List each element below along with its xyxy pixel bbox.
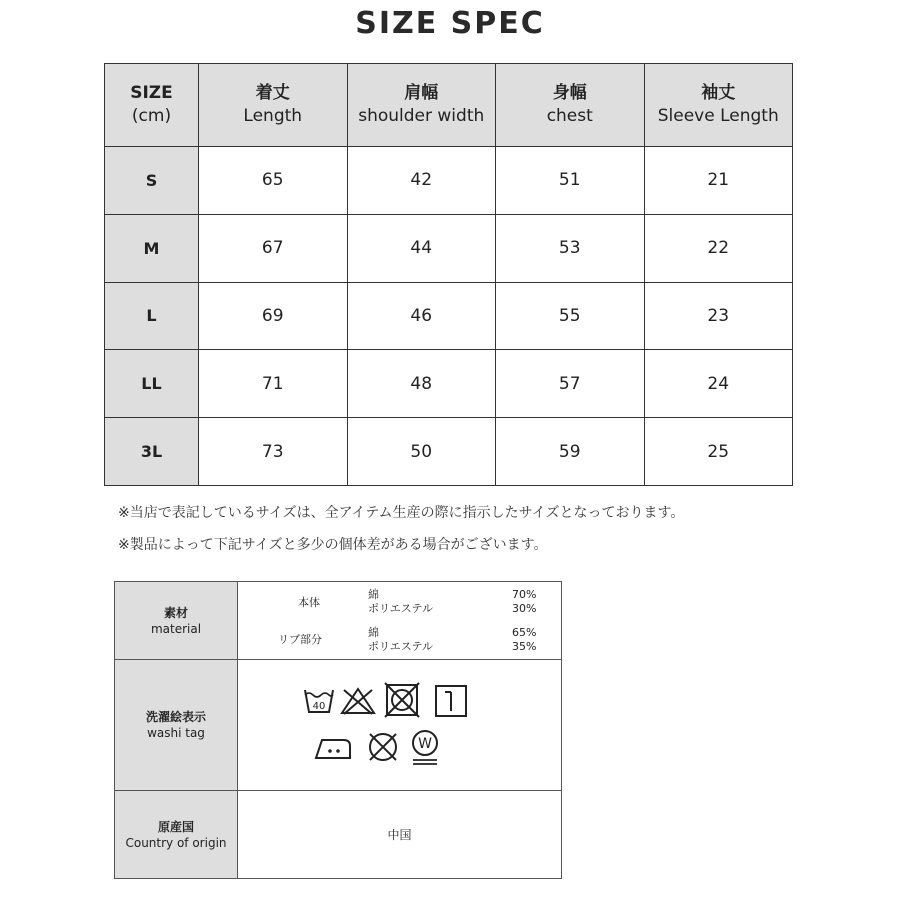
no-bleach-icon: [340, 686, 376, 716]
washing-icons: [238, 660, 562, 791]
material-fiber: 綿: [368, 588, 379, 601]
size-note-1: ※当店で表記しているサイズは、全アイテム生産の際に指示したサイズとなっております。: [118, 505, 685, 521]
chest-value: 57: [496, 350, 645, 418]
length-value: 71: [199, 350, 348, 418]
header-size: SIZE (cm): [105, 64, 199, 147]
material-percent: 35%: [512, 640, 537, 653]
line-dry-icon: [434, 684, 468, 718]
material-fiber: ポリエステル: [368, 640, 434, 653]
sleeve-value: 22: [644, 214, 793, 282]
washing-label: 洗濯絵表示 washi tag: [115, 660, 238, 791]
length-value: 73: [199, 418, 348, 486]
washing-row: [115, 660, 562, 791]
iron-medium-icon: [314, 732, 354, 762]
origin-label: 原産国 Country of origin: [115, 791, 238, 879]
no-dry-clean-icon: [366, 730, 400, 764]
sleeve-value: 21: [644, 147, 793, 215]
material-percent: 30%: [512, 602, 537, 615]
table-row: [105, 350, 793, 418]
length-value: 69: [199, 282, 348, 350]
table-row: [105, 214, 793, 282]
table-row: [105, 147, 793, 215]
size-spec-table: [104, 63, 793, 486]
material-part: リブ部分: [278, 633, 322, 646]
page-title: SIZE SPEC: [355, 6, 545, 41]
chest-value: 53: [496, 214, 645, 282]
length-value: 65: [199, 147, 348, 215]
material-percent: 65%: [512, 626, 537, 639]
header-length: 着丈 Length: [199, 64, 348, 147]
wet-clean-letter: W: [418, 736, 432, 752]
shoulder-value: 44: [347, 214, 496, 282]
size-label: M: [105, 214, 199, 282]
sleeve-value: 24: [644, 350, 793, 418]
size-table-header-row: [105, 64, 793, 147]
material-label: 素材 material: [115, 582, 238, 660]
material-row: [115, 582, 562, 660]
material-table: [114, 581, 562, 879]
size-label: 3L: [105, 418, 199, 486]
header-shoulder-width: 肩幅 shoulder width: [347, 64, 496, 147]
material-percent: 70%: [512, 588, 537, 601]
sleeve-value: 23: [644, 282, 793, 350]
shoulder-value: 46: [347, 282, 496, 350]
size-label: LL: [105, 350, 199, 418]
wet-clean-icon: [408, 728, 442, 768]
material-composition: [238, 582, 562, 660]
header-chest: 身幅 chest: [496, 64, 645, 147]
material-fiber: 綿: [368, 626, 379, 639]
wash-40-icon: [303, 686, 335, 716]
shoulder-value: 48: [347, 350, 496, 418]
wash-temp-label: 40: [312, 701, 326, 712]
origin-value: 中国: [238, 791, 562, 879]
chest-value: 51: [496, 147, 645, 215]
size-label: L: [105, 282, 199, 350]
size-note-2: ※製品によって下記サイズと多少の個体差がある場合がございます。: [118, 537, 548, 553]
chest-value: 59: [496, 418, 645, 486]
origin-row: [115, 791, 562, 879]
header-sleeve-length: 袖丈 Sleeve Length: [644, 64, 793, 147]
table-row: [105, 282, 793, 350]
chest-value: 55: [496, 282, 645, 350]
material-part: 本体: [298, 596, 320, 609]
size-label: S: [105, 147, 199, 215]
no-tumble-dry-icon: [384, 682, 420, 718]
sleeve-value: 25: [644, 418, 793, 486]
shoulder-value: 50: [347, 418, 496, 486]
shoulder-value: 42: [347, 147, 496, 215]
length-value: 67: [199, 214, 348, 282]
material-fiber: ポリエステル: [368, 602, 434, 615]
table-row: [105, 418, 793, 486]
